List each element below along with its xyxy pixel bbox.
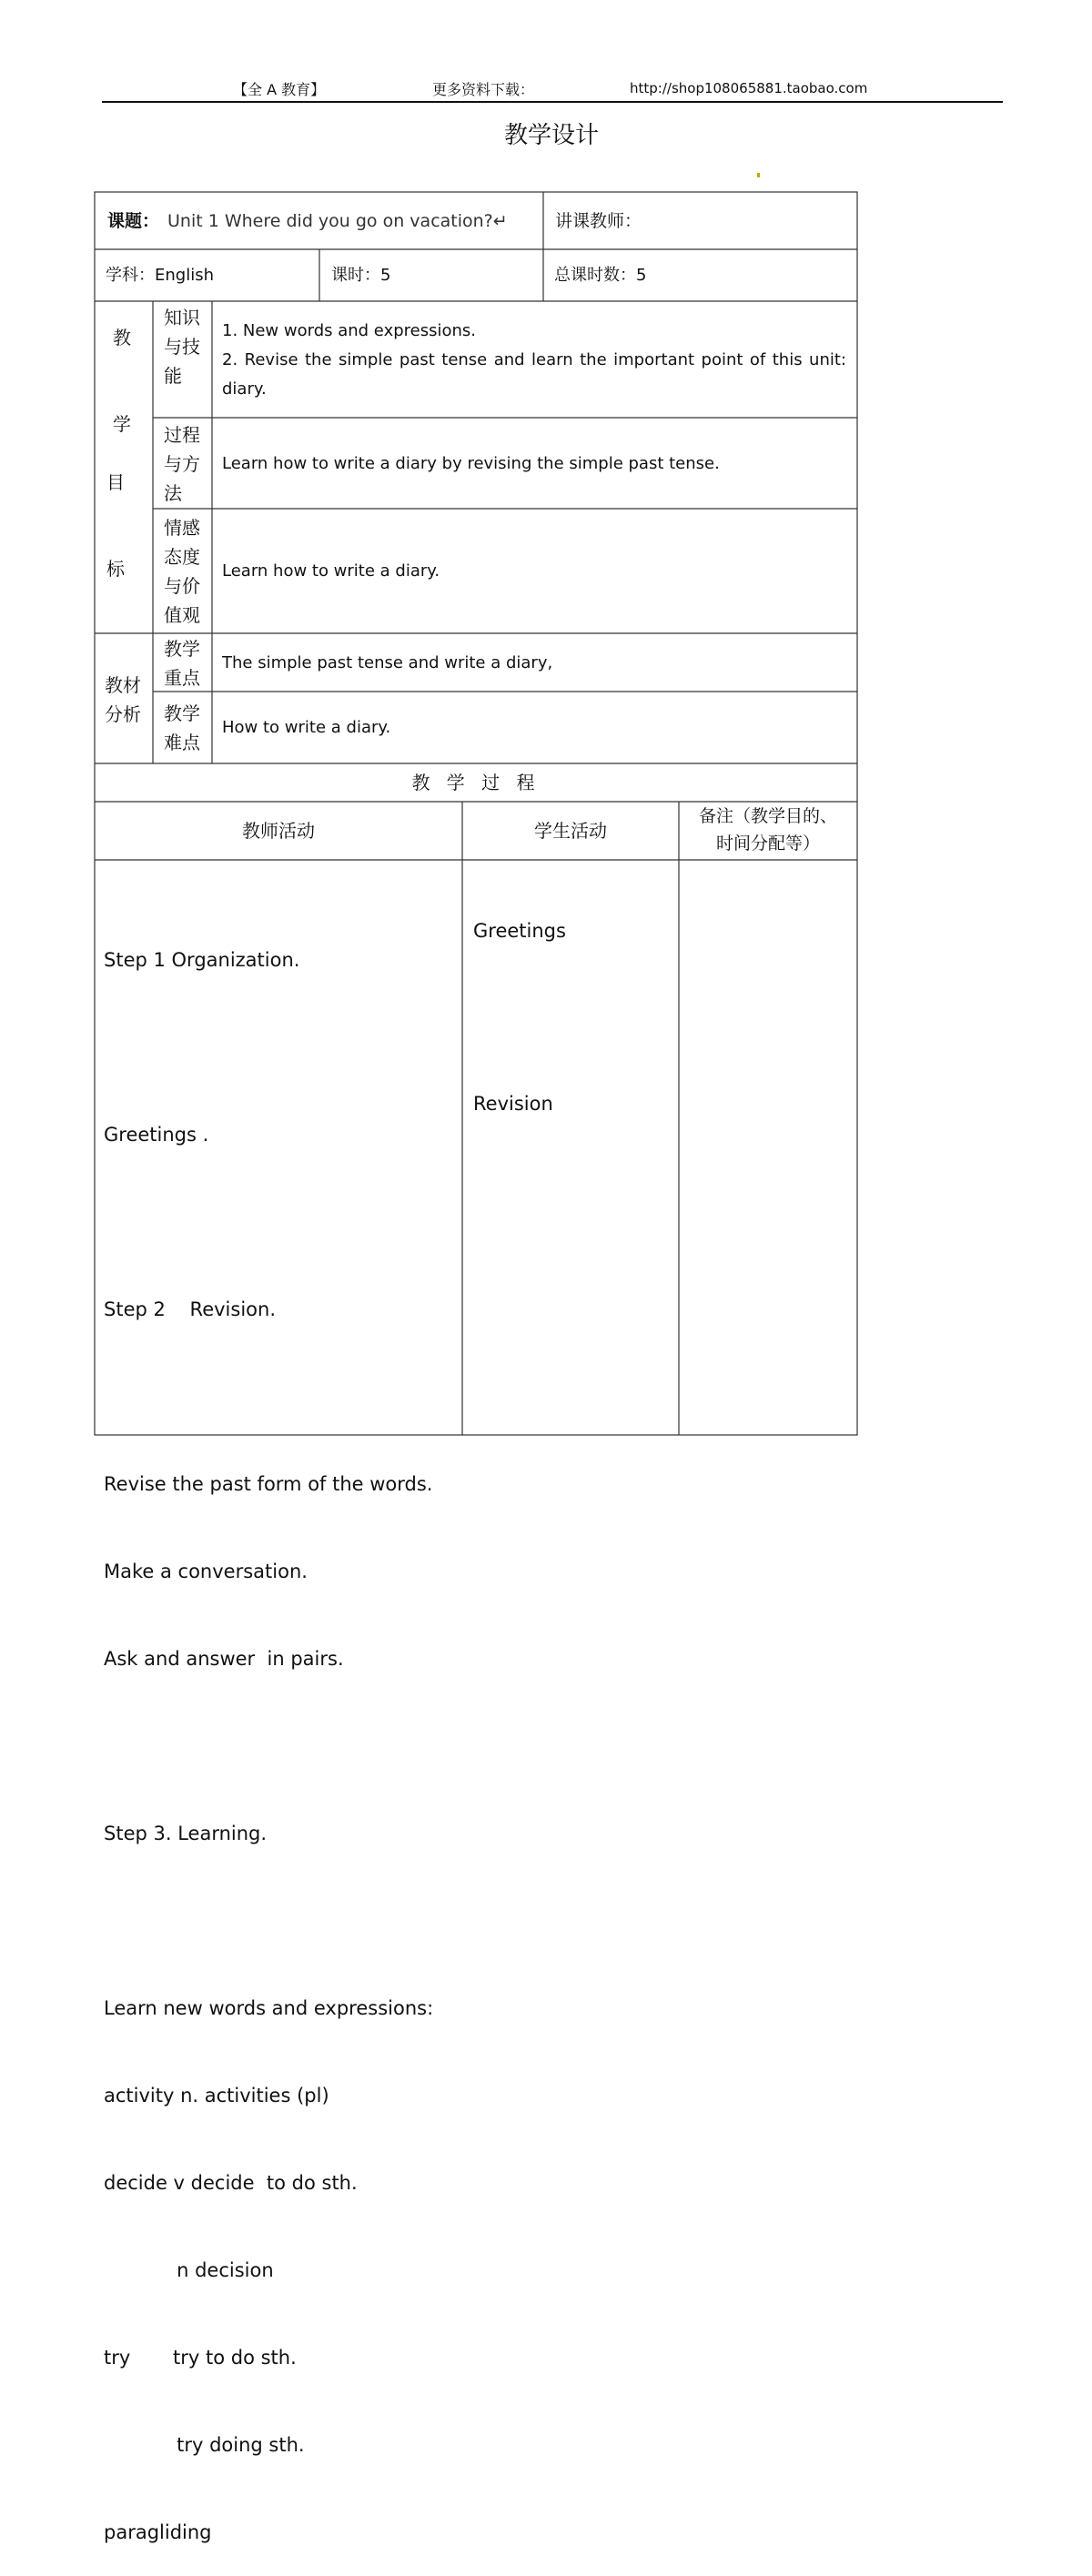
col-notes-line: 备注（教学目的、 <box>698 806 837 826</box>
goal-label-line: 与价 <box>164 575 200 597</box>
process-title: 教 学 过 程 <box>411 772 541 793</box>
topic-label: 课题： <box>107 211 160 231</box>
analysis-label-line: 重点 <box>164 667 200 689</box>
teacher-line <box>104 1732 433 1761</box>
analysis-label-line: 教学 <box>164 702 200 724</box>
goal-knowledge-text <box>222 317 846 404</box>
teacher-line: try doing sth. <box>104 2434 305 2456</box>
goal-process-text: Learn how to write a diary by revising the simple past tense. <box>222 454 720 473</box>
goal-process-label <box>164 420 200 508</box>
subject-field: 学科：English <box>106 266 214 285</box>
teacher-line: Step 3. Learning. <box>104 1823 268 1844</box>
topic-value: Unit 1 Where did you go on vacation?↵ <box>167 211 508 231</box>
col-student-activity: 学生活动 <box>534 820 607 842</box>
col-notes-line: 时间分配等） <box>715 833 820 854</box>
student-revision: Revision <box>473 1093 553 1115</box>
header-url[interactable]: http://shop108065881.taobao.com <box>630 80 868 96</box>
col-teacher-activity: 教师活动 <box>242 820 315 842</box>
analysis-label-line: 教学 <box>164 638 200 660</box>
goal-label-line: 情感 <box>164 517 200 539</box>
analysis-section-label <box>105 671 141 729</box>
goal-attitude-label <box>164 513 200 630</box>
header-download: 更多资料下载： <box>432 81 535 98</box>
analysis-label-line: 分析 <box>105 703 141 725</box>
teacher-line: activity n. activities (pl) <box>104 2085 329 2106</box>
student-greetings: Greetings <box>473 920 566 942</box>
goal-label-line: 态度 <box>164 546 200 568</box>
goal-attitude-text: Learn how to write a diary. <box>222 561 440 581</box>
goal-label-line: 值观 <box>164 604 200 626</box>
teacher-line: Step 2 Revision. <box>104 1298 276 1320</box>
header-brand: 【全 A 教育】 <box>233 81 326 98</box>
teacher-activities <box>104 887 433 2576</box>
teacher-line: Step 1 Organization. <box>104 949 300 971</box>
goals-section-char-4: 标 <box>106 558 125 580</box>
analysis-difficult-label <box>164 699 200 757</box>
goal-label-line: 与方 <box>164 453 200 475</box>
total-hours-field: 总课时数：5 <box>554 266 647 285</box>
teacher-line <box>104 1382 433 1411</box>
teacher-line <box>104 1033 433 1062</box>
goals-section-char-1: 教 <box>113 327 131 349</box>
teacher-label: 讲课教师： <box>555 211 642 231</box>
teacher-line: paragliding <box>104 2521 212 2543</box>
goal-label-line: 知识 <box>164 307 200 328</box>
analysis-key-label <box>164 634 200 692</box>
teacher-line: Greetings . <box>104 1124 209 1146</box>
analysis-label-line: 难点 <box>164 732 200 753</box>
goals-section-char-2: 学 <box>113 413 131 435</box>
analysis-difficult-text: How to write a diary. <box>222 718 391 737</box>
teacher-line <box>104 1906 433 1935</box>
goal-knowledge-label <box>164 303 200 390</box>
goal-label-line: 能 <box>164 365 182 387</box>
goal-text-line: 2. Revise the simple past tense and learn the important point of this unit: diary. <box>222 350 846 399</box>
teacher-line: try try to do sth. <box>104 2347 297 2369</box>
analysis-key-text: The simple past tense and write a diary, <box>222 653 553 672</box>
goal-label-line: 与技 <box>164 336 200 358</box>
col-notes <box>679 803 857 857</box>
analysis-label-line: 教材 <box>105 674 141 696</box>
teacher-line: Learn new words and expressions: <box>104 1997 434 2019</box>
teacher-line: decide v decide to do sth. <box>104 2172 358 2194</box>
goal-text-line: 1. New words and expressions. <box>222 321 476 340</box>
goal-label-line: 过程 <box>164 424 200 446</box>
goals-section-char-3: 目 <box>106 471 125 493</box>
doc-title: 教学设计 <box>503 122 599 149</box>
teacher-line: Make a conversation. <box>104 1561 308 1582</box>
teacher-line: Ask and answer in pairs. <box>104 1648 344 1670</box>
hours-field: 课时：5 <box>331 266 391 285</box>
teacher-line: n decision <box>104 2259 274 2281</box>
goal-label-line: 法 <box>164 482 182 504</box>
teacher-line: Revise the past form of the words. <box>104 1473 433 1495</box>
teacher-line <box>104 1207 433 1237</box>
